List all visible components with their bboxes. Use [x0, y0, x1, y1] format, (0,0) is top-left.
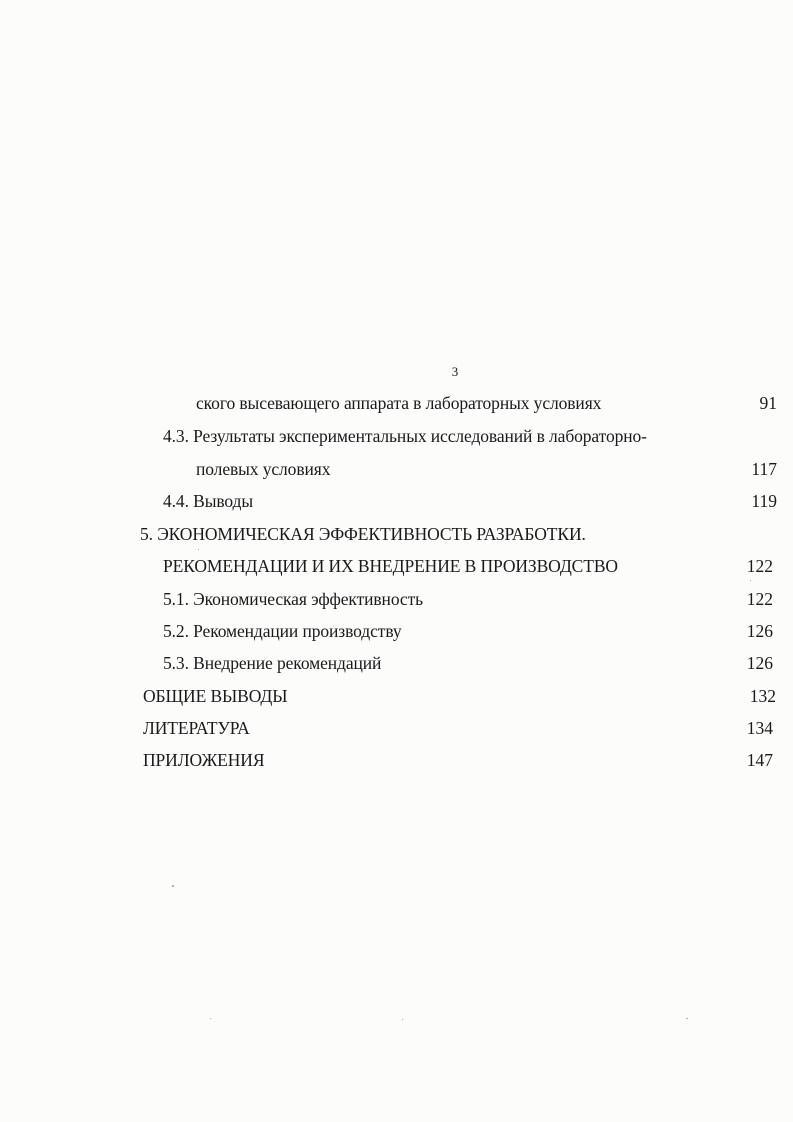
toc-entry-page: 117 [751, 459, 777, 479]
toc-entry-page: 126 [746, 653, 773, 673]
toc-entry-text: 4.4. Выводы [163, 491, 254, 511]
toc-section-heading: ПРИЛОЖЕНИЯ [143, 750, 265, 770]
scan-speck [198, 549, 199, 550]
toc-entry-text: 5.2. Рекомендации производству [163, 621, 402, 641]
toc-section-heading: РЕКОМЕНДАЦИИ И ИХ ВНЕДРЕНИЕ В ПРОИЗВОДСТВО [163, 556, 618, 576]
scan-speck [750, 580, 751, 581]
scan-speck [402, 1019, 403, 1020]
scan-speck [210, 1018, 211, 1019]
toc-entry-text: ского высевающего аппарата в лабораторных условиях [196, 393, 602, 413]
toc-entry-text: полевых условиях [196, 459, 331, 479]
toc-entry-page: 122 [746, 556, 773, 576]
toc-entry-page: 119 [751, 491, 777, 511]
toc-entry-page: 122 [746, 589, 773, 609]
toc-entry-page: 134 [746, 718, 773, 738]
scan-speck [172, 885, 174, 887]
toc-section-heading: 5. ЭКОНОМИЧЕСКАЯ ЭФФЕКТИВНОСТЬ РАЗРАБОТКИ. [140, 524, 586, 544]
toc-entry-page: 147 [746, 750, 773, 770]
toc-entry-text: 4.3. Результаты экспериментальных исследований в лабораторно- [163, 426, 647, 446]
toc-entry-page: 91 [759, 393, 777, 413]
scan-speck [686, 1018, 688, 1019]
toc-entry-text: 5.3. Внедрение рекомендаций [163, 653, 382, 673]
toc-entry-page: 132 [749, 686, 776, 706]
toc-entry-page: 126 [746, 621, 773, 641]
page-number: 3 [451, 364, 459, 379]
toc-entry-text: 5.1. Экономическая эффективность [163, 589, 424, 609]
toc-section-heading: ЛИТЕРАТУРА [143, 718, 250, 738]
toc-section-heading: ОБЩИЕ ВЫВОДЫ [143, 686, 288, 706]
